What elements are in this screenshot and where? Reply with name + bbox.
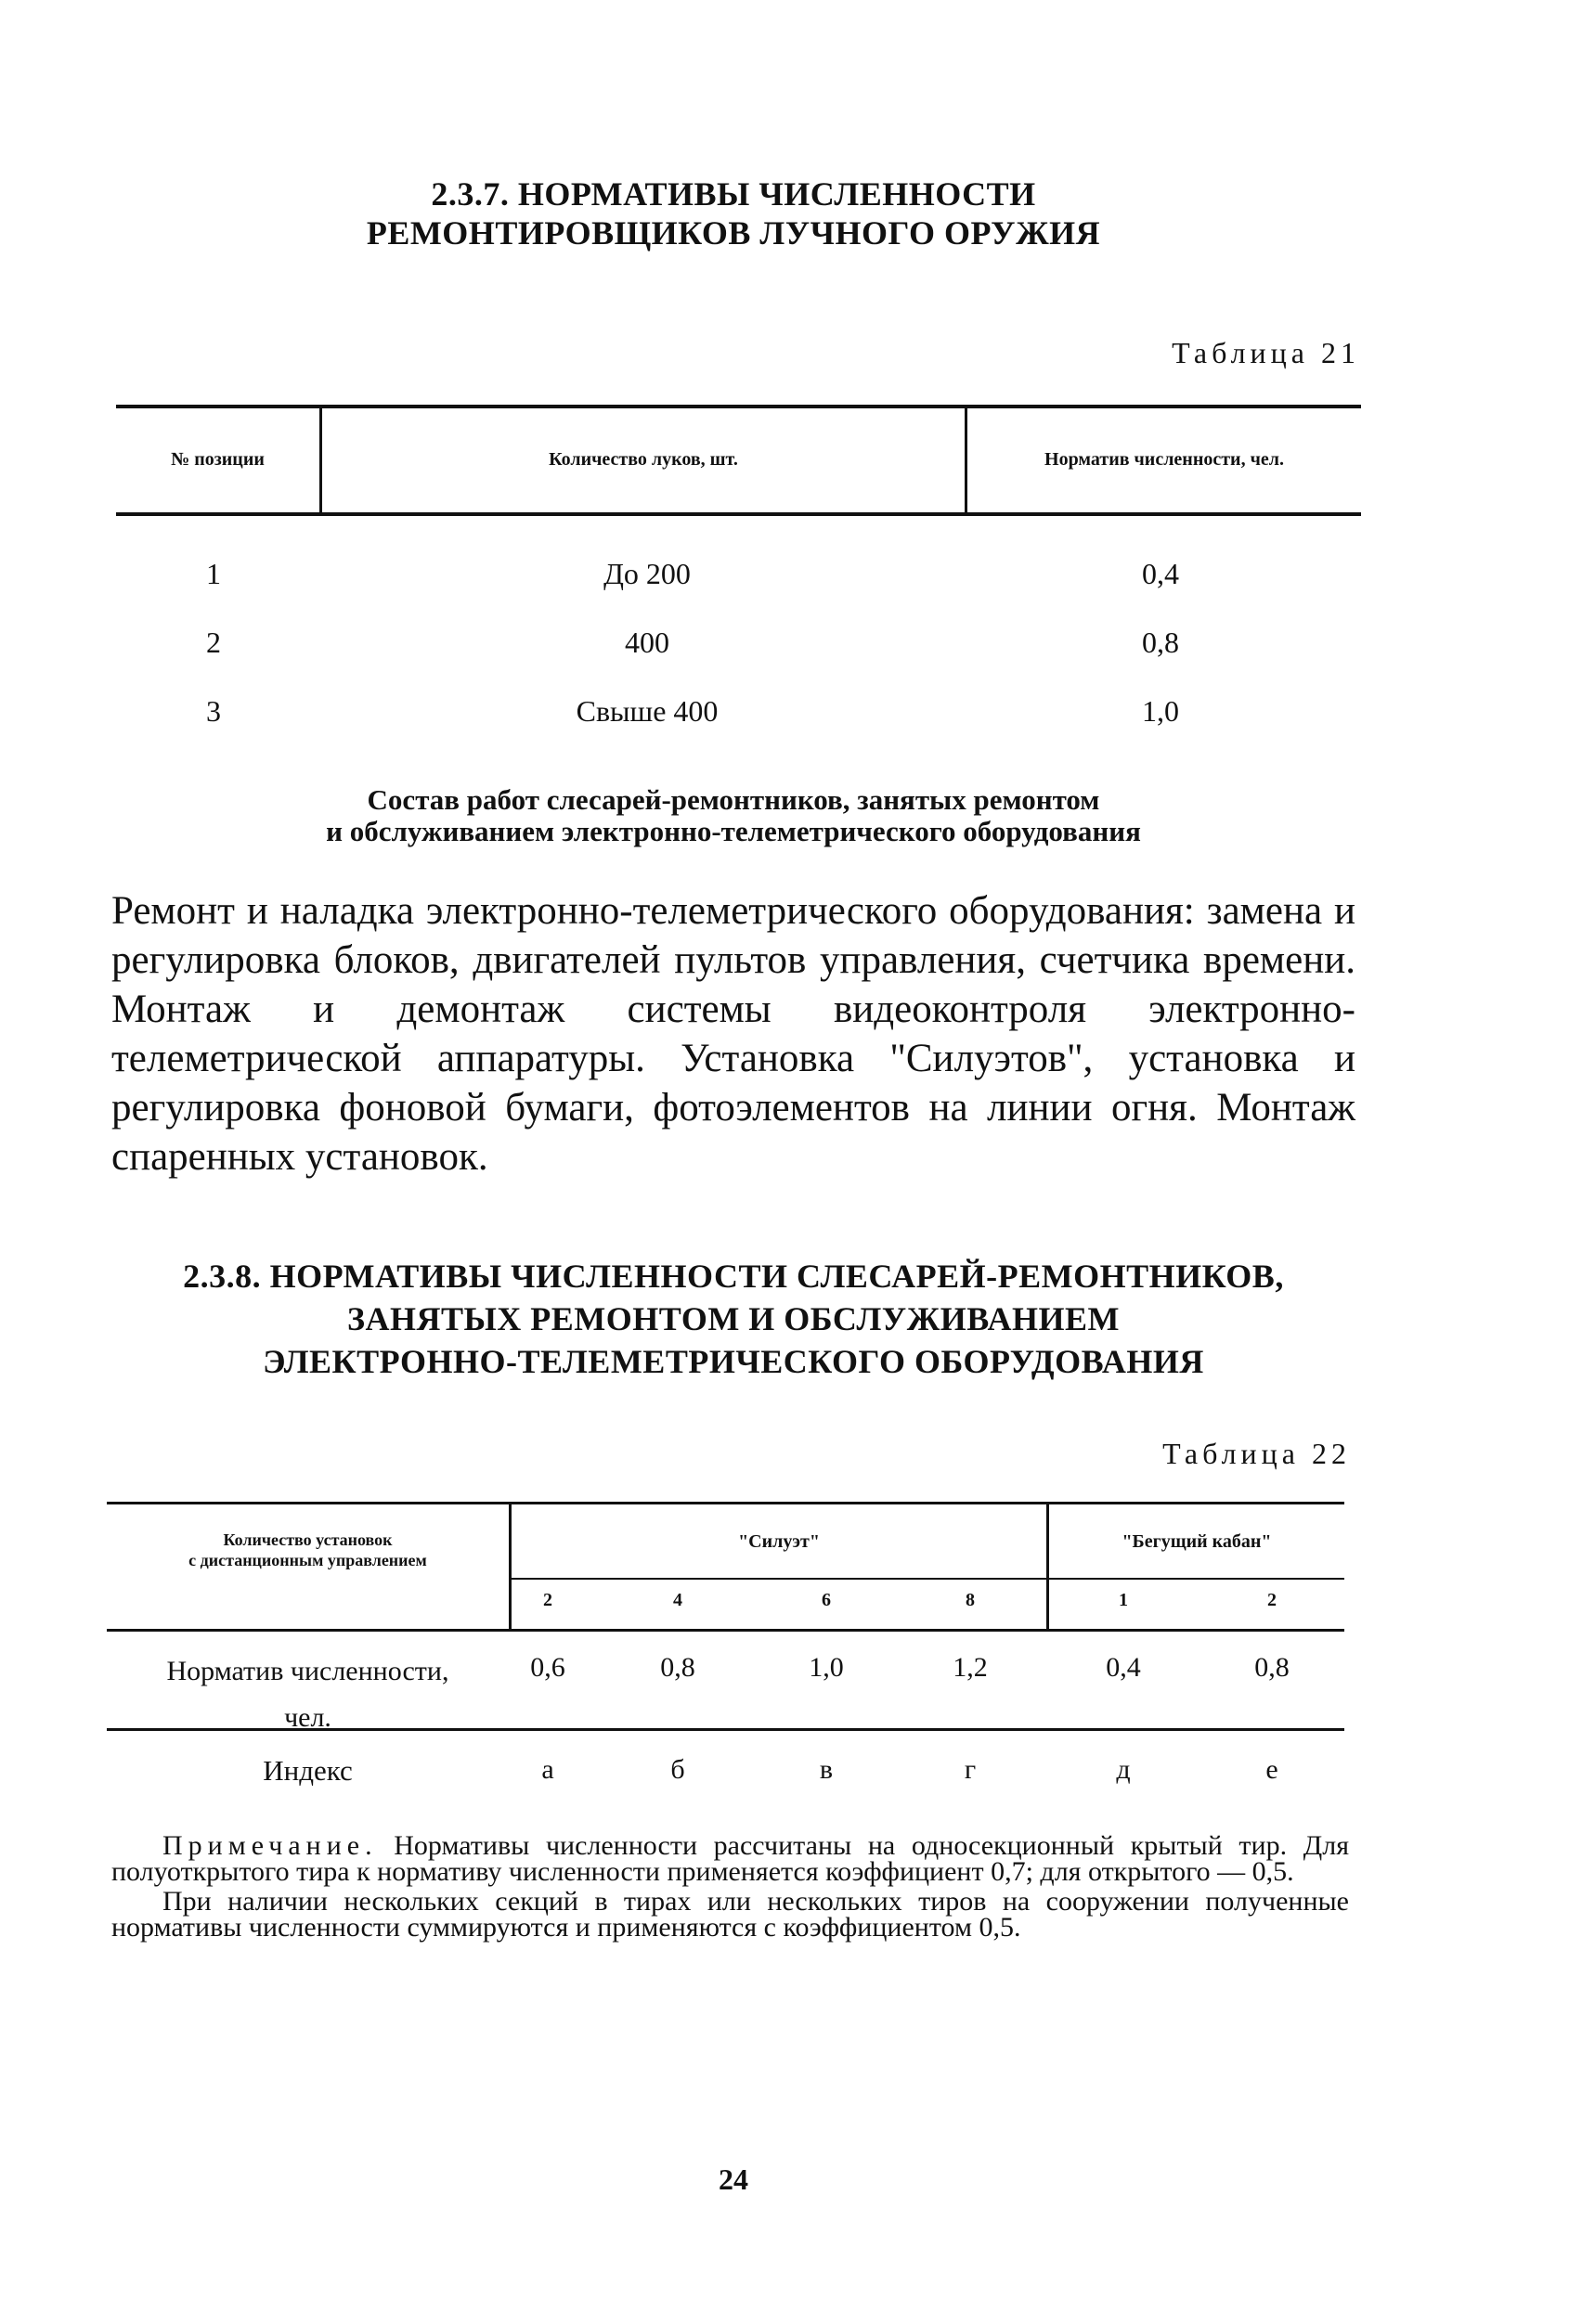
row-position: 1: [206, 557, 221, 590]
row-position: 2: [206, 626, 221, 659]
norm-label-line: чел.: [284, 1702, 331, 1733]
subheader-cell: 2: [1267, 1590, 1277, 1610]
subheader-cell: 6: [822, 1590, 831, 1610]
subheader-cell: 1: [1119, 1590, 1128, 1610]
row-norm: 0,8: [1142, 626, 1179, 659]
subheader-cell: 8: [966, 1590, 975, 1610]
note-paragraph: [111, 1830, 1349, 1887]
index-value-cell: в: [819, 1754, 834, 1785]
table-top-rule: [107, 1502, 1344, 1504]
section-title-line: РЕМОНТИРОВЩИКОВ ЛУЧНОГО ОРУЖИЯ: [366, 214, 1101, 252]
row-header-line: с дистанционным управлением: [188, 1551, 427, 1569]
norm-value-cell: 1,0: [809, 1652, 844, 1683]
norm-value-cell: 0,8: [1254, 1652, 1290, 1683]
norm-value-cell: 0,6: [530, 1652, 565, 1683]
index-row-label: Индекс: [263, 1754, 353, 1787]
section-title-2-3-8: [0, 1255, 1467, 1383]
work-heading-line: Состав работ слесарей-ремонтников, занятых ремонтом: [367, 783, 1100, 816]
table-22-caption: Таблица 22: [1162, 1437, 1351, 1470]
table-header-rule: [116, 512, 1361, 516]
row-header-line: Количество установок: [223, 1530, 393, 1549]
subheader-cell: 2: [543, 1590, 552, 1610]
row-norm: 0,4: [1142, 557, 1179, 590]
norm-label-line: Норматив численности,: [166, 1656, 449, 1686]
row-position: 3: [206, 694, 221, 728]
column-divider: [1046, 1502, 1049, 1632]
table-21-caption: Таблица 21: [1172, 336, 1360, 369]
index-value-cell: г: [964, 1754, 977, 1785]
row-header-installations: [107, 1530, 509, 1570]
section-title-2-3-7: [0, 174, 1467, 252]
section-title-line: 2.3.7. НОРМАТИВЫ ЧИСЛЕННОСТИ: [431, 175, 1036, 213]
row-count: 400: [625, 626, 669, 659]
table-note: [111, 1830, 1349, 1943]
subheader-cell: 4: [673, 1590, 682, 1610]
index-value-cell: е: [1265, 1754, 1278, 1785]
norm-value-cell: 0,4: [1106, 1652, 1141, 1683]
section-title-line: ЗАНЯТЫХ РЕМОНТОМ И ОБСЛУЖИВАНИЕМ: [346, 1300, 1121, 1337]
table-header-position: № позиции: [171, 449, 265, 470]
note-label: Примечание.: [162, 1830, 378, 1861]
norm-value-cell: 1,2: [953, 1652, 988, 1683]
group-header-running-boar: "Бегущий кабан": [1122, 1531, 1272, 1552]
table-top-rule: [116, 405, 1361, 408]
row-norm: 1,0: [1142, 694, 1179, 728]
note-text: Нормативы численности рассчитаны на односекционный крытый тир. Для полуоткрытого тира к нормативу численности применяется коэффициент 0,7; для открытого — 0,5.: [111, 1830, 1349, 1887]
group-header-siluet: "Силуэт": [738, 1531, 820, 1552]
index-value-cell: б: [670, 1754, 685, 1785]
section-title-line: ЭЛЕКТРОННО-ТЕЛЕМЕТРИЧЕСКОГО ОБОРУДОВАНИЯ: [263, 1343, 1204, 1380]
page-number: 24: [719, 2163, 748, 2196]
row-count: Свыше 400: [576, 694, 719, 728]
work-heading-line: и обслуживанием электронно-телеметрического оборудования: [326, 815, 1141, 847]
norm-value-cell: 0,8: [660, 1652, 695, 1683]
section-title-line: 2.3.8. НОРМАТИВЫ ЧИСЛЕННОСТИ СЛЕСАРЕЙ-РЕМОНТНИКОВ,: [183, 1258, 1284, 1295]
index-value-cell: д: [1116, 1754, 1131, 1785]
row-count: До 200: [603, 557, 691, 590]
column-divider: [509, 1502, 512, 1632]
table-header-rule: [107, 1629, 1344, 1632]
subheader-rule: [509, 1578, 1344, 1580]
work-composition-paragraph: Ремонт и наладка электронно-телеметрического оборудования: замена и регулировка блоков, двигателей пультов управления, счетчика времени. Монтаж и демонтаж системы видеоконтроля электронно-телеметрической аппаратуры. Установка "Силуэтов", установка и регулировка фоновой бумаги, фотоэлементов на линии огня. Монтаж спаренных установок.: [111, 889, 1355, 1179]
index-value-cell: а: [541, 1754, 554, 1785]
note-paragraph: При наличии нескольких секций в тирах или нескольких тиров на сооружении полученные нормативы численности суммируются и применяются с коэффициентом 0,5.: [111, 1886, 1349, 1943]
work-composition-heading: [0, 784, 1467, 847]
norm-row-label: [107, 1648, 509, 1741]
table-header-norm: Норматив численности, чел.: [1044, 449, 1284, 470]
table-header-count: Количество луков, шт.: [549, 449, 738, 470]
